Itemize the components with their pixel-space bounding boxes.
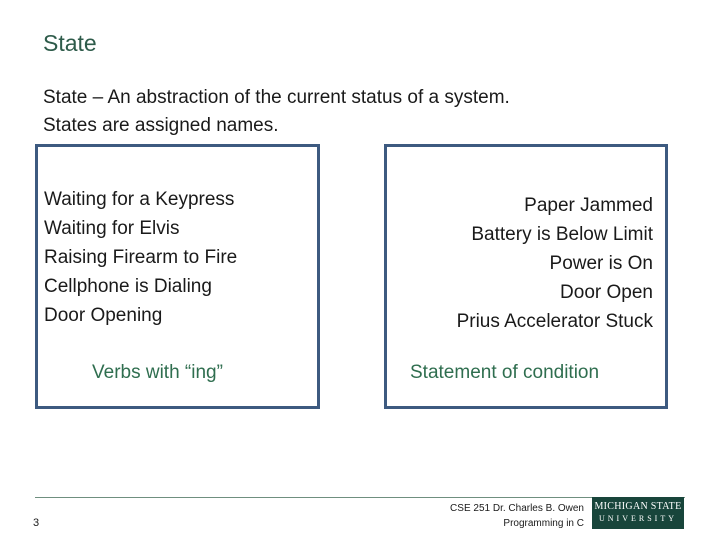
list-item: Waiting for a Keypress — [44, 189, 235, 210]
credit-course-author: CSE 251 Dr. Charles B. Owen — [450, 503, 584, 514]
list-item: Prius Accelerator Stuck — [456, 311, 653, 332]
slide-title: State — [43, 30, 97, 56]
footer-divider — [35, 497, 685, 498]
verbs-list — [44, 185, 237, 330]
verbs-box — [35, 144, 320, 409]
body-line-definition: State – An abstraction of the current status of a system. — [43, 87, 510, 108]
msu-logo — [592, 497, 684, 529]
page-number: 3 — [33, 517, 40, 529]
list-item: Cellphone is Dialing — [44, 276, 212, 297]
list-item: Door Opening — [44, 305, 163, 326]
slide-body — [43, 84, 683, 140]
list-item: Door Open — [560, 282, 653, 303]
logo-text-michigan-state: MICHIGAN STATE — [594, 501, 682, 512]
list-item: Paper Jammed — [524, 195, 653, 216]
list-item: Battery is Below Limit — [471, 224, 653, 245]
conditions-list — [457, 191, 653, 336]
list-item: Raising Firearm to Fire — [44, 247, 238, 268]
logo-text-university: UNIVERSITY — [599, 514, 677, 523]
conditions-caption: Statement of condition — [410, 362, 600, 383]
verbs-caption: Verbs with “ing” — [92, 362, 223, 383]
footer-credit — [450, 501, 584, 531]
body-line-names: States are assigned names. — [43, 115, 279, 136]
list-item: Waiting for Elvis — [44, 218, 180, 239]
conditions-box — [384, 144, 668, 409]
credit-course-title: Programming in C — [503, 518, 584, 529]
list-item: Power is On — [549, 253, 653, 274]
